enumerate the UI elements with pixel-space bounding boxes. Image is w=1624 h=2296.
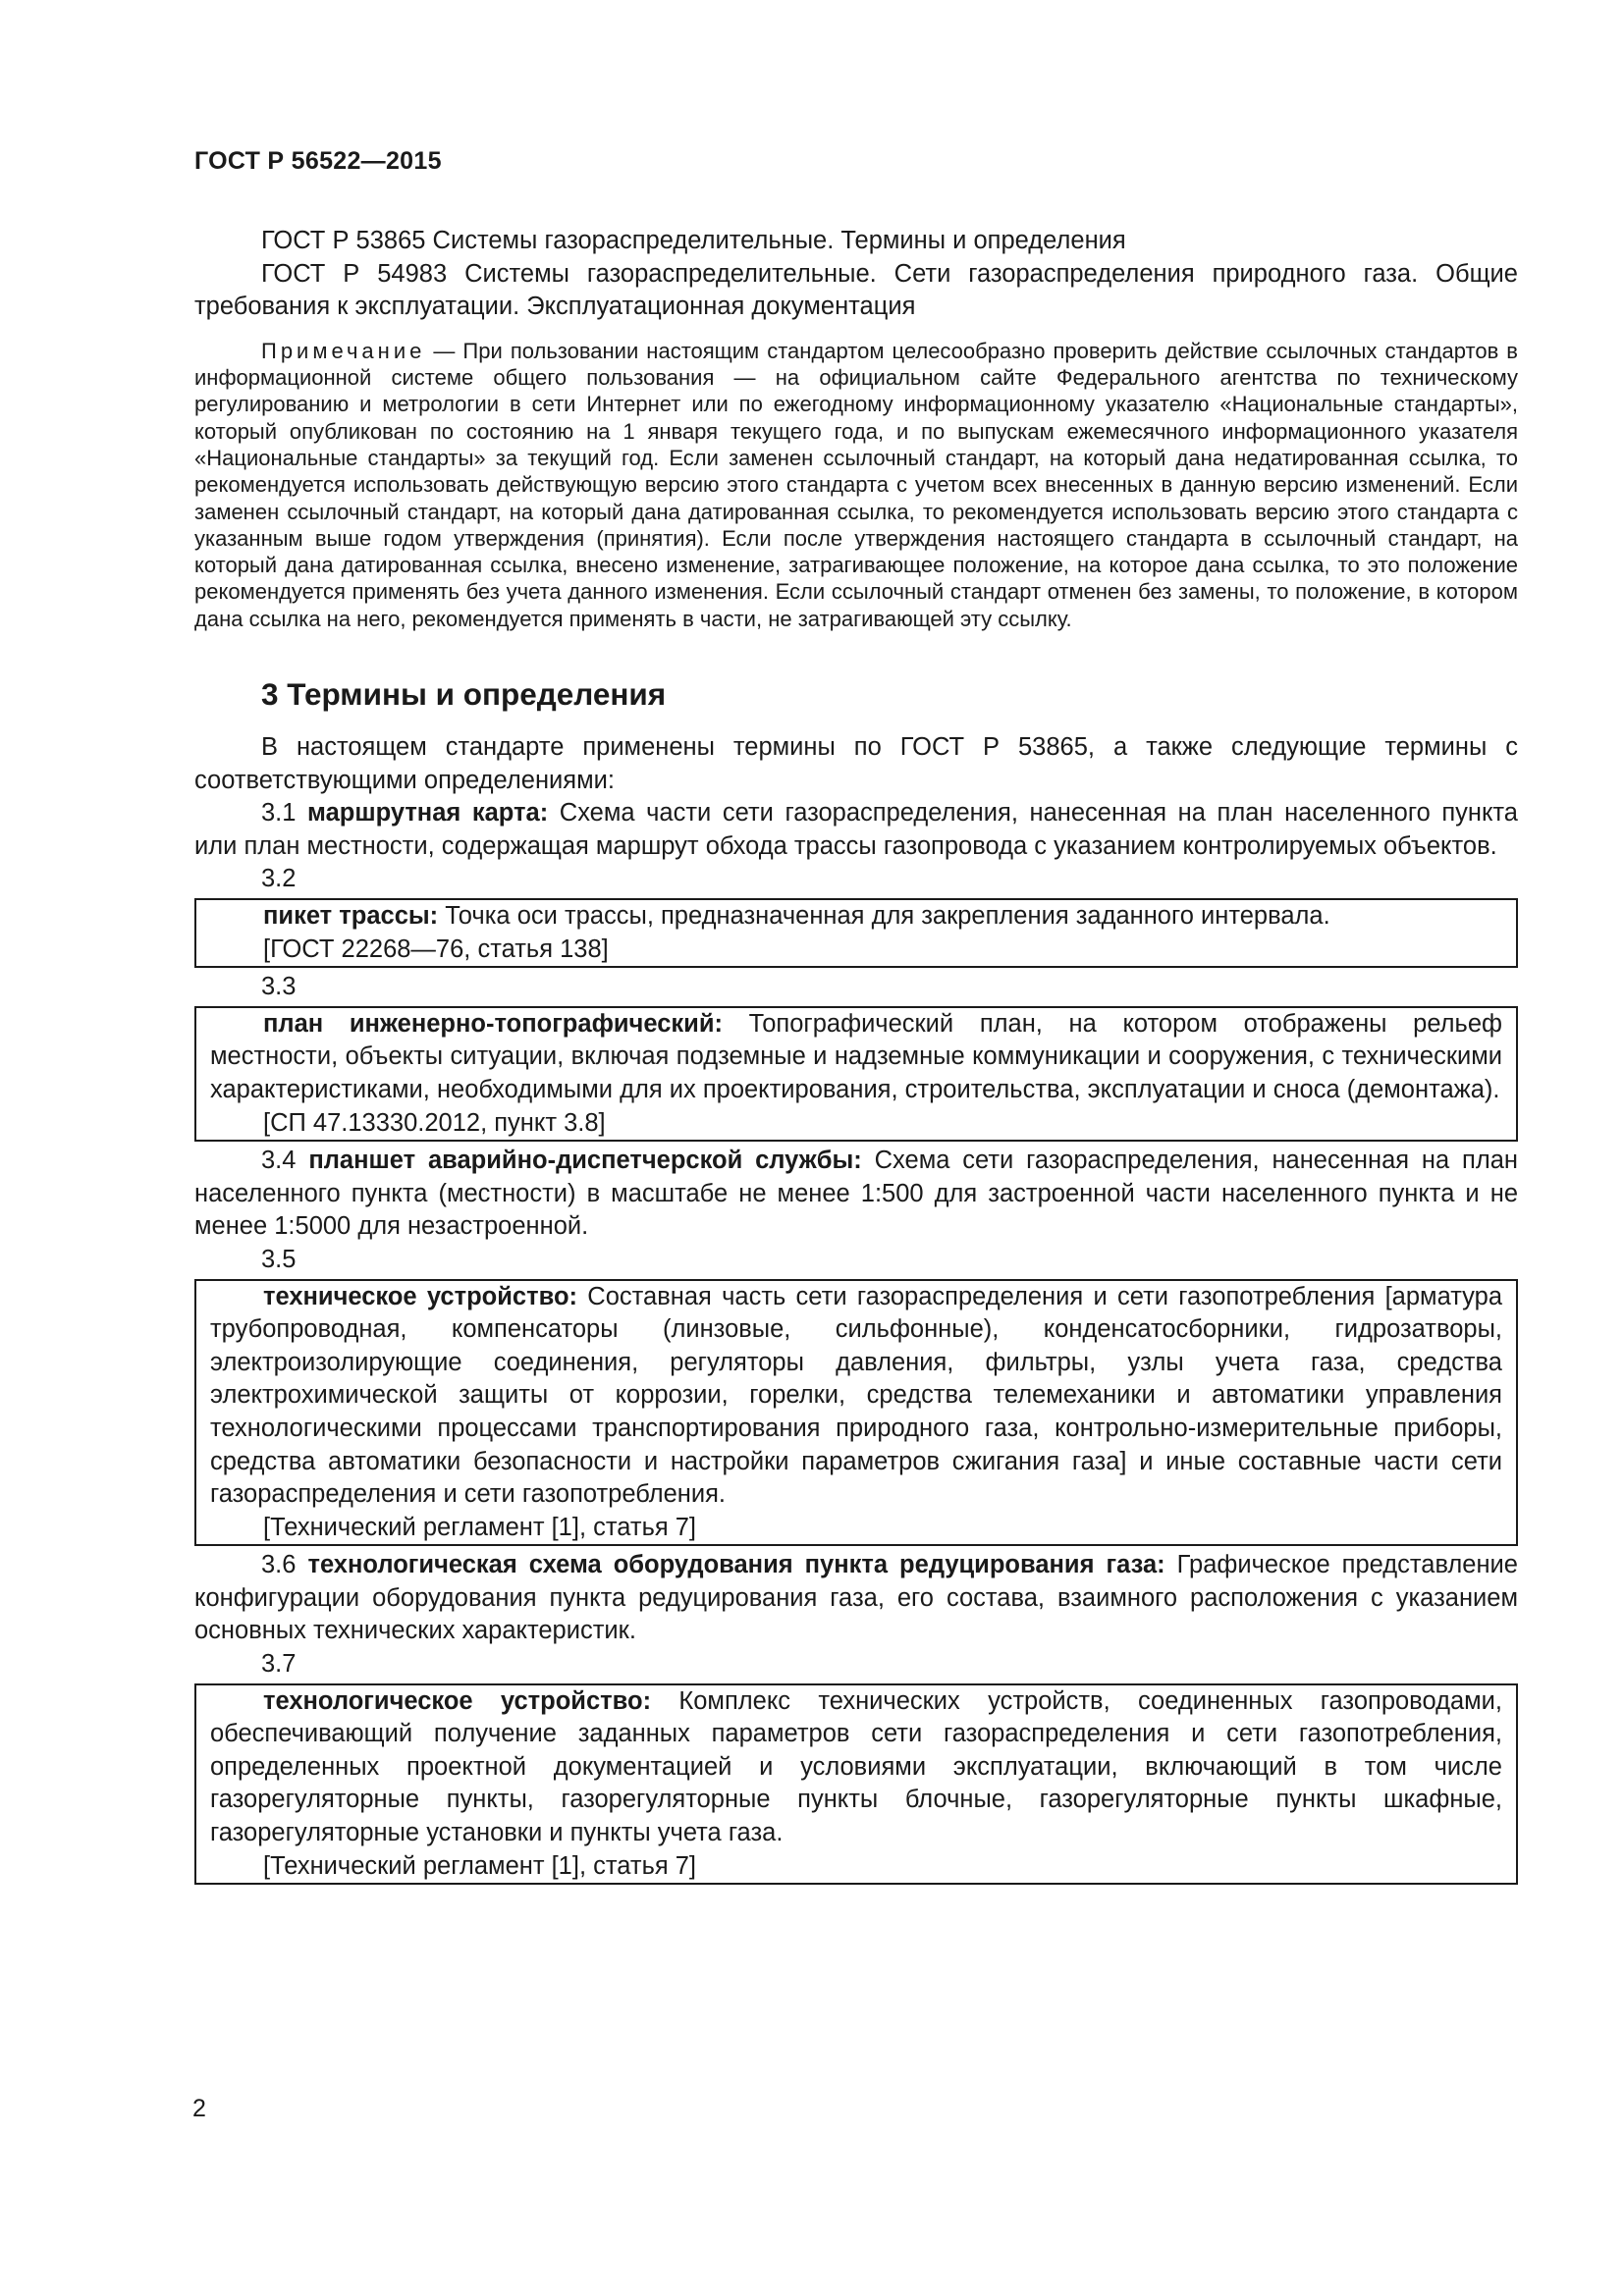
term-name: пикет трассы: — [263, 902, 439, 931]
term-3-2 — [210, 900, 1502, 934]
term-number-3-7: 3.7 — [261, 1650, 297, 1679]
term-number-3-2: 3.2 — [261, 865, 297, 893]
page-header-standard-number: ГОСТ Р 56522—2015 — [194, 147, 442, 175]
term-source: [ГОСТ 22268—76, статья 138] — [263, 934, 609, 963]
term-name: техническое устройство: — [263, 1282, 578, 1310]
term-number-3-3: 3.3 — [261, 973, 297, 1001]
section-title: 3 Термины и определения — [261, 676, 667, 713]
term-name: планшет аварийно-диспетчерской службы: — [308, 1147, 862, 1175]
term-box-3-5 — [194, 1279, 1518, 1547]
page-content — [194, 225, 1518, 1888]
term-box-3-2 — [194, 898, 1518, 968]
term-box-3-7 — [194, 1683, 1518, 1886]
reference-gost-53865: ГОСТ Р 53865 Системы газораспределительные. Термины и определения — [261, 227, 1126, 254]
term-name: технологическое устройство: — [263, 1686, 652, 1715]
term-definition: Топографический план, на котором отображены рельеф местности, объекты ситуации, включая подземные и надземные коммуникации и сооружения, с техническими характеристиками, необходимыми для их проектирования, строительства, эксплуатации и сноса (демонтажа). — [210, 1009, 1502, 1103]
note-text: — При пользовании настоящим стандартом целесообразно проверить действие ссылочных стандартов в информационной системе общего пользования — на официальном сайте Федерального агентства по техническому регулированию и метрологии в сети Интернет или по ежегодному информационному указателю «Национальные стандарты», который опубликован по состоянию на 1 января текущего года, и по выпускам ежемесячного информационного указателя «Национальные стандарты» за текущий год. Если заменен ссылочный стандарт, на который дана недатированная ссылка, то рекомендуется использовать действующую версию этого стандарта с учетом всех внесенных в данную версию изменений. Если заменен ссылочный стандарт, на который дана датированная ссылка, то рекомендуется использовать версию этого стандарта с указанным выше годом утверждения (принятия). Если после утверждения настоящего стандарта в ссылочный стандарт, на который дана датированная ссылка, внесено изменение, затрагивающее положение, на которое дана ссылка, то это положение рекомендуется применять без учета данного изменения. Если ссылочный стандарт отменен без замены, то положение, в котором дана ссылка на него, рекомендуется применять в части, не затрагивающей эту ссылку. — [194, 338, 1518, 631]
term-3-1 — [194, 797, 1518, 863]
term-definition: Схема части сети газораспределения, нанесенная на план населенного пункта или план местности, содержащая маршрут обхода трассы газопровода с указанием контролируемых объектов. — [194, 799, 1518, 860]
term-name: план инженерно-топографический: — [263, 1009, 723, 1038]
term-3-3 — [210, 1008, 1502, 1107]
term-3-5 — [210, 1281, 1502, 1512]
term-3-7 — [210, 1685, 1502, 1850]
term-definition: Схема сети газораспределения, нанесенная на план населенного пункта (местности) в масштабе не менее 1:500 для застроенной части населенного пункта и не менее 1:5000 для незастроенной. — [194, 1147, 1519, 1241]
term-definition: Точка оси трассы, предназначенная для закрепления заданного интервала. — [438, 902, 1330, 931]
page-number: 2 — [192, 2095, 206, 2122]
term-number: 3.1 — [261, 799, 297, 828]
reference-gost-54983: ГОСТ Р 54983 Системы газораспределительные. Сети газораспределения природного газа. Общие требования к эксплуатации. Эксплуатационная документация — [194, 259, 1518, 321]
term-3-4 — [194, 1145, 1518, 1244]
term-name: маршрутная карта: — [307, 799, 549, 828]
term-number: 3.6 — [261, 1551, 297, 1579]
term-3-6 — [194, 1549, 1518, 1648]
term-number-3-5: 3.5 — [261, 1245, 297, 1273]
term-source: [Технический регламент [1], статья 7] — [263, 1513, 697, 1541]
term-number: 3.4 — [261, 1147, 297, 1175]
term-box-3-3 — [194, 1006, 1518, 1142]
note-paragraph — [194, 338, 1518, 632]
term-source: [Технический регламент [1], статья 7] — [263, 1851, 697, 1880]
term-definition: Графическое представление конфигурации оборудования пункта редуцирования газа, его состава, взаимного расположения с указанием основных технических характеристик. — [194, 1551, 1518, 1645]
note-label: Примечание — [261, 338, 426, 363]
term-name: технологическая схема оборудования пункта редуцирования газа: — [307, 1551, 1165, 1579]
term-source: [СП 47.13330.2012, пункт 3.8] — [263, 1108, 606, 1137]
term-definition: Комплекс технических устройств, соединенных газопроводами, обеспечивающий получение заданных параметров сети газораспределения и сети газопотребления, определенных проектной документацией и условиями эксплуатации, включающий в том числе газорегуляторные пункты, газорегуляторные пункты блочные, газорегуляторные пункты шкафные, газорегуляторные установки и пункты учета газа. — [210, 1686, 1502, 1847]
section-intro: В настоящем стандарте применены термины по ГОСТ Р 53865, а также следующие термины с соответствующими определениями: — [194, 733, 1518, 794]
term-definition: Составная часть сети газораспределения и сети газопотребления [арматура трубопроводная, компенсаторы (линзовые, сильфонные), конденсатосборники, гидрозатворы, электроизолирующие соединения, регуляторы давления, фильтры, узлы учета газа, средства электрохимической защиты от коррозии, горелки, средства телемеханики и автоматики управления технологическими процессами транспортирования природного газа, контрольно-измерительные приборы, средства автоматики безопасности и настройки параметров сжигания газа] и иные составные части сети газораспределения и сети газопотребления. — [210, 1282, 1502, 1509]
